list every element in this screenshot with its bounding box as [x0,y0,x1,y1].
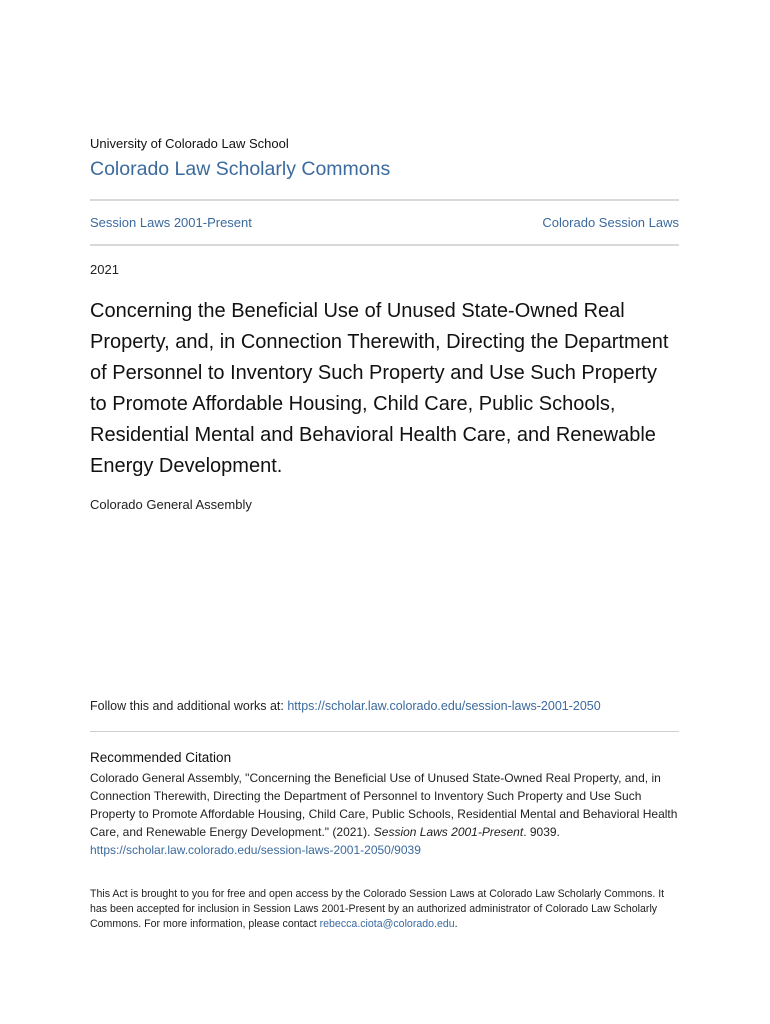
follow-prefix: Follow this and additional works at: [90,699,288,713]
citation-text [90,769,679,859]
follow-line [90,699,601,713]
divider-top [90,199,679,201]
notice-end: . [454,918,458,930]
publication-year: 2021 [90,262,119,277]
series-link-colorado-session-laws[interactable]: Colorado Session Laws [542,215,679,230]
access-notice [90,887,679,932]
follow-link[interactable]: https://scholar.law.colorado.edu/session-laws-2001-2050 [287,699,601,713]
series-link-session-laws[interactable]: Session Laws 2001-Present [90,215,252,230]
author: Colorado General Assembly [90,497,252,512]
recommended-citation-heading: Recommended Citation [90,750,232,765]
institution-name: University of Colorado Law School [90,136,289,151]
citation-journal: Session Laws 2001-Present [373,825,524,839]
citation-link[interactable]: https://scholar.law.colorado.edu/session-laws-2001-2050/9039 [90,843,421,857]
divider-citation [90,731,679,732]
divider-series [90,244,679,246]
notice-text: This Act is brought to you for free and open access by the Colorado Session Laws at Colorado Law Scholarly Commons. It has been accepted for inclusion in Session Laws 2001-Present by an authorized administrator of Colorado Law Scholarly Commons. For more information, please contact [90,888,665,930]
citation-suffix: . 9039. [523,825,560,839]
document-title: Concerning the Beneficial Use of Unused State-Owned Real Property, and, in Connection Therewith, Directing the Department of Personnel to Inventory Such Property and Use Such Property to Promote Affordable Housing, Child Care, Public Schools, Residential Mental and Behavioral Health Care, and Renewable Energy Development. [90,300,669,477]
citation-body: Colorado General Assembly, "Concerning the Beneficial Use of Unused State-Owned Real Property, and, in Connection Therewith, Directing the Department of Personnel to Inventory Such Property and Use Such Property to Promote Affordable Housing, Child Care, Public Schools, Residential Mental and Behavioral Health Care, and Renewable Energy Development." (2021). [90,771,678,839]
contact-email-link[interactable]: rebecca.ciota@colorado.edu [319,918,455,930]
repository-link[interactable]: Colorado Law Scholarly Commons [90,158,391,180]
